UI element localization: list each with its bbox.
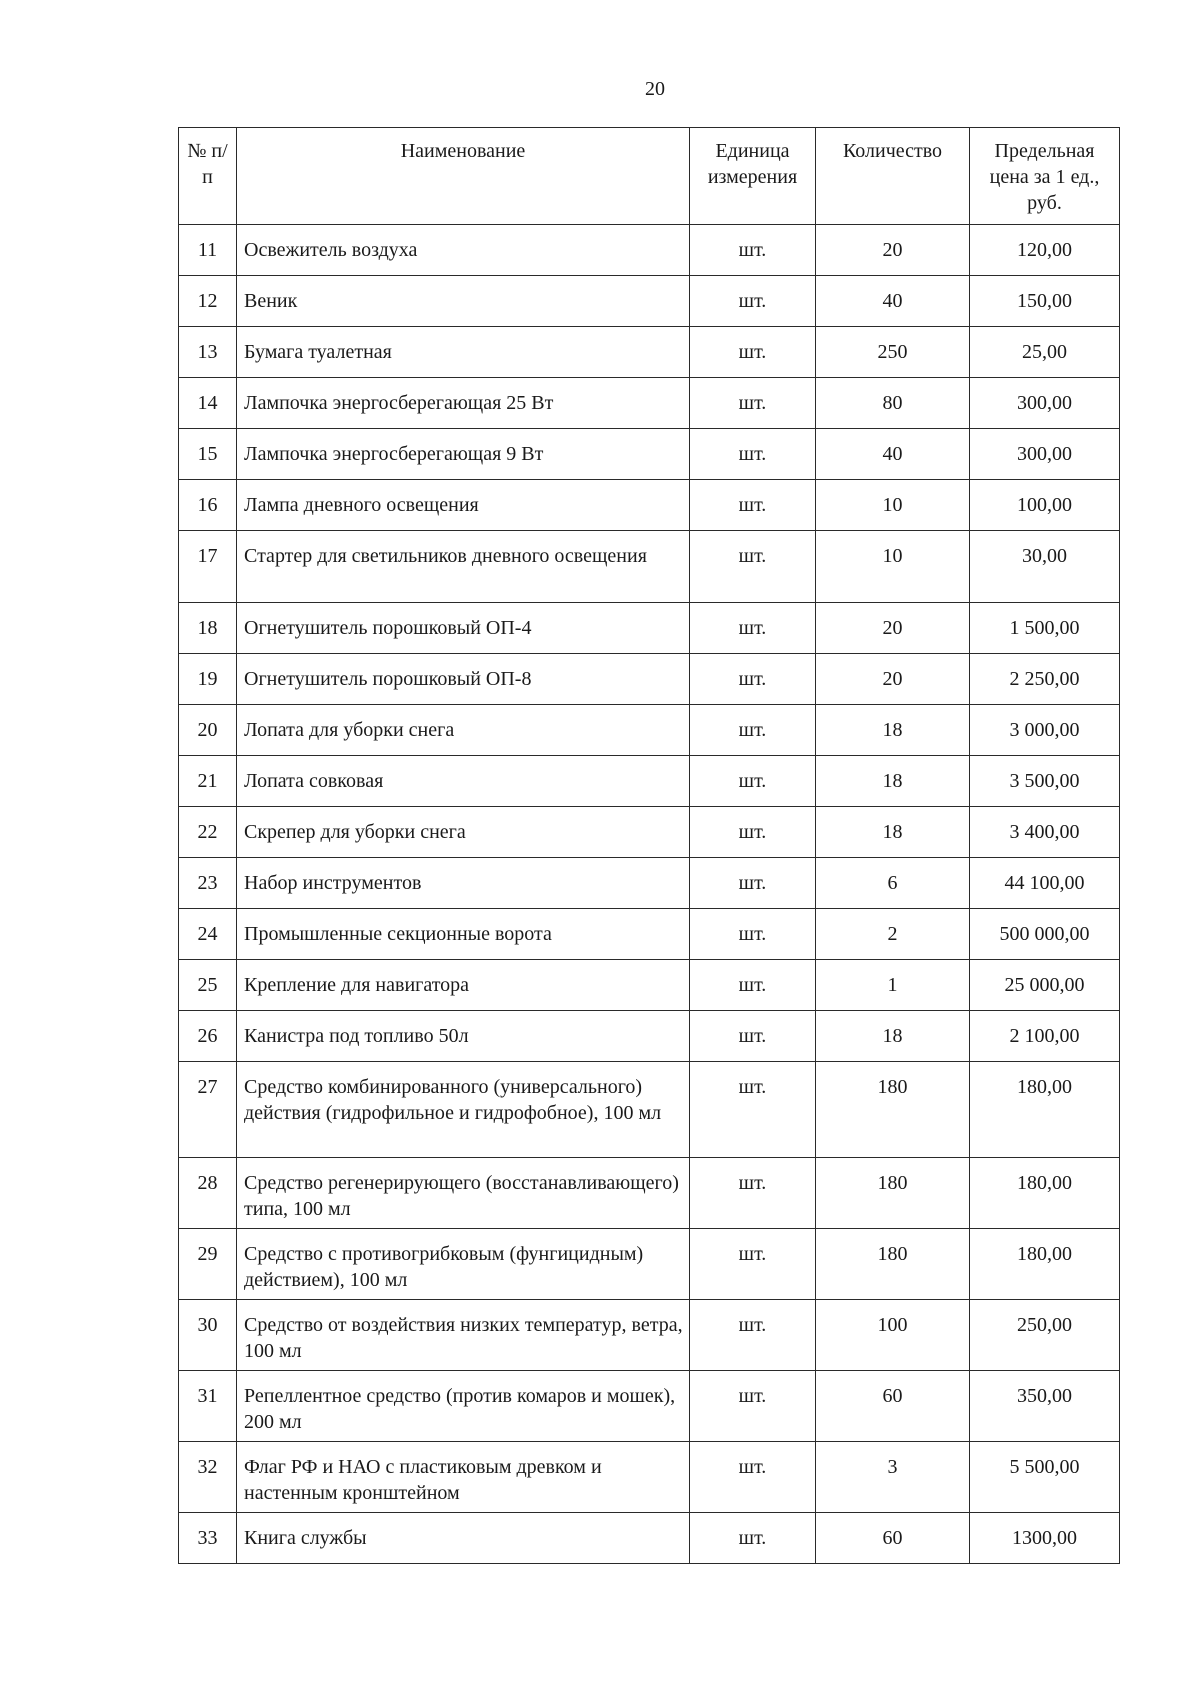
- table-row: [179, 531, 1120, 603]
- cell-price: 350,00: [970, 1371, 1120, 1442]
- table-row: [179, 378, 1120, 429]
- table-row: [179, 603, 1120, 654]
- cell-price: 25,00: [970, 327, 1120, 378]
- cell-num: 18: [179, 603, 237, 654]
- cell-num: 27: [179, 1062, 237, 1158]
- cell-price: 25 000,00: [970, 960, 1120, 1011]
- table-row: [179, 1513, 1120, 1564]
- cell-qty: 180: [816, 1062, 970, 1158]
- cell-unit: шт.: [690, 756, 816, 807]
- cell-unit: шт.: [690, 327, 816, 378]
- header-qty: Количество: [816, 128, 970, 225]
- cell-unit: шт.: [690, 603, 816, 654]
- cell-unit: шт.: [690, 1229, 816, 1300]
- table-row: [179, 1011, 1120, 1062]
- cell-unit: шт.: [690, 225, 816, 276]
- cell-num: 15: [179, 429, 237, 480]
- page-number: 20: [645, 78, 665, 100]
- cell-name: Средство с противогрибковым (фунгицидным) действием), 100 мл: [237, 1229, 690, 1300]
- cell-name: Набор инструментов: [237, 858, 690, 909]
- cell-name: Огнетушитель порошковый ОП-8: [237, 654, 690, 705]
- cell-unit: шт.: [690, 429, 816, 480]
- cell-name: Лопата совковая: [237, 756, 690, 807]
- cell-num: 16: [179, 480, 237, 531]
- cell-qty: 250: [816, 327, 970, 378]
- price-table-container: [178, 127, 1120, 1564]
- cell-unit: шт.: [690, 378, 816, 429]
- cell-name: Книга службы: [237, 1513, 690, 1564]
- cell-qty: 20: [816, 603, 970, 654]
- cell-qty: 2: [816, 909, 970, 960]
- cell-name: Освежитель воздуха: [237, 225, 690, 276]
- cell-num: 20: [179, 705, 237, 756]
- table-row: [179, 1442, 1120, 1513]
- cell-name: Промышленные секционные ворота: [237, 909, 690, 960]
- cell-price: 300,00: [970, 378, 1120, 429]
- table-row: [179, 1229, 1120, 1300]
- cell-unit: шт.: [690, 909, 816, 960]
- table-row: [179, 807, 1120, 858]
- cell-name: Средство от воздействия низких температур, ветра, 100 мл: [237, 1300, 690, 1371]
- table-header-row: [179, 128, 1120, 225]
- cell-qty: 1: [816, 960, 970, 1011]
- cell-name: Лампочка энергосберегающая 25 Вт: [237, 378, 690, 429]
- cell-price: 300,00: [970, 429, 1120, 480]
- cell-qty: 18: [816, 807, 970, 858]
- cell-name: Огнетушитель порошковый ОП-4: [237, 603, 690, 654]
- cell-num: 11: [179, 225, 237, 276]
- cell-name: Репеллентное средство (против комаров и мошек), 200 мл: [237, 1371, 690, 1442]
- cell-num: 28: [179, 1158, 237, 1229]
- header-name: Наименование: [237, 128, 690, 225]
- cell-price: 3 400,00: [970, 807, 1120, 858]
- cell-name: Лампа дневного освещения: [237, 480, 690, 531]
- cell-unit: шт.: [690, 531, 816, 603]
- cell-unit: шт.: [690, 1442, 816, 1513]
- table-body: [179, 225, 1120, 1564]
- cell-qty: 40: [816, 276, 970, 327]
- price-table: [178, 127, 1120, 1564]
- cell-unit: шт.: [690, 480, 816, 531]
- cell-qty: 60: [816, 1513, 970, 1564]
- cell-qty: 18: [816, 1011, 970, 1062]
- cell-name: Средство регенерирующего (восстанавливающего) типа, 100 мл: [237, 1158, 690, 1229]
- header-unit: Единица измерения: [690, 128, 816, 225]
- cell-num: 33: [179, 1513, 237, 1564]
- table-row: [179, 327, 1120, 378]
- cell-num: 26: [179, 1011, 237, 1062]
- cell-name: Канистра под топливо 50л: [237, 1011, 690, 1062]
- cell-name: Флаг РФ и НАО с пластиковым древком и настенным кронштейном: [237, 1442, 690, 1513]
- cell-num: 31: [179, 1371, 237, 1442]
- cell-price: 3 500,00: [970, 756, 1120, 807]
- table-row: [179, 858, 1120, 909]
- table-row: [179, 654, 1120, 705]
- cell-num: 14: [179, 378, 237, 429]
- cell-name: Бумага туалетная: [237, 327, 690, 378]
- table-row: [179, 909, 1120, 960]
- cell-unit: шт.: [690, 858, 816, 909]
- cell-price: 1300,00: [970, 1513, 1120, 1564]
- cell-price: 2 100,00: [970, 1011, 1120, 1062]
- cell-price: 120,00: [970, 225, 1120, 276]
- cell-qty: 3: [816, 1442, 970, 1513]
- cell-price: 3 000,00: [970, 705, 1120, 756]
- cell-qty: 180: [816, 1229, 970, 1300]
- cell-qty: 10: [816, 531, 970, 603]
- table-row: [179, 1371, 1120, 1442]
- cell-unit: шт.: [690, 807, 816, 858]
- cell-price: 5 500,00: [970, 1442, 1120, 1513]
- cell-unit: шт.: [690, 705, 816, 756]
- cell-qty: 18: [816, 756, 970, 807]
- cell-unit: шт.: [690, 960, 816, 1011]
- cell-qty: 6: [816, 858, 970, 909]
- table-row: [179, 276, 1120, 327]
- cell-num: 25: [179, 960, 237, 1011]
- table-row: [179, 1158, 1120, 1229]
- cell-num: 29: [179, 1229, 237, 1300]
- header-num: № п/п: [179, 128, 237, 225]
- table-row: [179, 480, 1120, 531]
- cell-name: Крепление для навигатора: [237, 960, 690, 1011]
- cell-name: Лопата для уборки снега: [237, 705, 690, 756]
- cell-unit: шт.: [690, 1513, 816, 1564]
- cell-name: Лампочка энергосберегающая 9 Вт: [237, 429, 690, 480]
- header-price: Предельная цена за 1 ед., руб.: [970, 128, 1120, 225]
- table-row: [179, 1300, 1120, 1371]
- table-row: [179, 225, 1120, 276]
- cell-num: 19: [179, 654, 237, 705]
- cell-name: Веник: [237, 276, 690, 327]
- cell-name: Средство комбинированного (универсального) действия (гидрофильное и гидрофобное), 100 мл: [237, 1062, 690, 1158]
- cell-unit: шт.: [690, 1371, 816, 1442]
- cell-qty: 20: [816, 225, 970, 276]
- cell-qty: 18: [816, 705, 970, 756]
- cell-price: 1 500,00: [970, 603, 1120, 654]
- table-row: [179, 960, 1120, 1011]
- cell-name: Скрепер для уборки снега: [237, 807, 690, 858]
- cell-price: 180,00: [970, 1158, 1120, 1229]
- table-row: [179, 1062, 1120, 1158]
- cell-num: 13: [179, 327, 237, 378]
- table-row: [179, 756, 1120, 807]
- cell-qty: 60: [816, 1371, 970, 1442]
- cell-qty: 40: [816, 429, 970, 480]
- cell-unit: шт.: [690, 654, 816, 705]
- cell-qty: 10: [816, 480, 970, 531]
- cell-num: 23: [179, 858, 237, 909]
- cell-price: 180,00: [970, 1062, 1120, 1158]
- cell-qty: 100: [816, 1300, 970, 1371]
- cell-unit: шт.: [690, 276, 816, 327]
- cell-qty: 180: [816, 1158, 970, 1229]
- cell-num: 32: [179, 1442, 237, 1513]
- table-row: [179, 705, 1120, 756]
- cell-num: 12: [179, 276, 237, 327]
- cell-qty: 80: [816, 378, 970, 429]
- cell-price: 44 100,00: [970, 858, 1120, 909]
- cell-price: 100,00: [970, 480, 1120, 531]
- cell-price: 250,00: [970, 1300, 1120, 1371]
- cell-name: Стартер для светильников дневного освещения: [237, 531, 690, 603]
- cell-price: 500 000,00: [970, 909, 1120, 960]
- cell-price: 180,00: [970, 1229, 1120, 1300]
- cell-unit: шт.: [690, 1158, 816, 1229]
- cell-num: 21: [179, 756, 237, 807]
- cell-num: 22: [179, 807, 237, 858]
- cell-unit: шт.: [690, 1011, 816, 1062]
- cell-num: 24: [179, 909, 237, 960]
- cell-unit: шт.: [690, 1062, 816, 1158]
- cell-unit: шт.: [690, 1300, 816, 1371]
- cell-qty: 20: [816, 654, 970, 705]
- cell-price: 2 250,00: [970, 654, 1120, 705]
- cell-num: 17: [179, 531, 237, 603]
- cell-price: 30,00: [970, 531, 1120, 603]
- cell-num: 30: [179, 1300, 237, 1371]
- table-row: [179, 429, 1120, 480]
- cell-price: 150,00: [970, 276, 1120, 327]
